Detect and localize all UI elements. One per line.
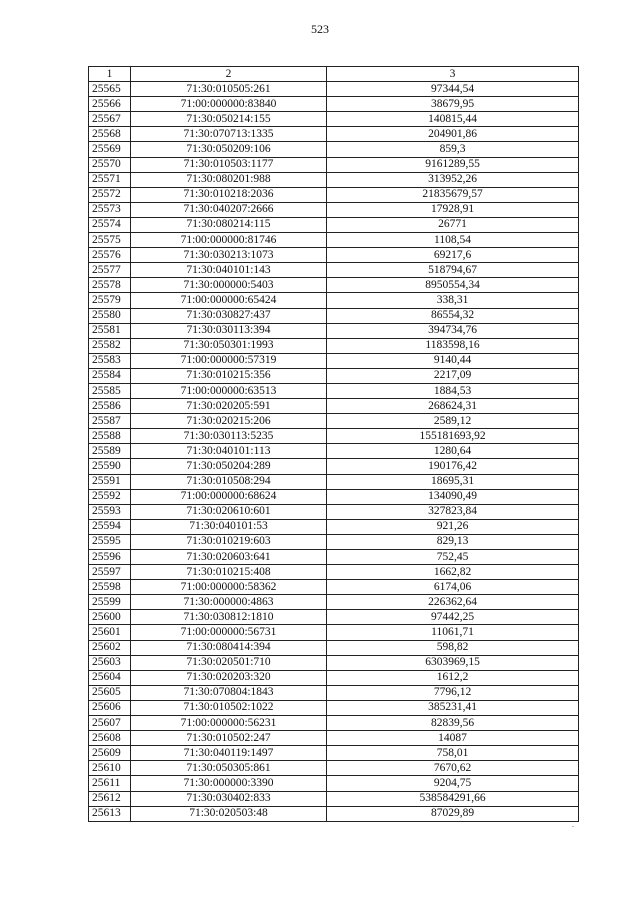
row-index-cell: 25592: [89, 489, 131, 504]
table-row: [89, 202, 579, 217]
cadastral-number-cell: 71:30:000000:3390: [131, 776, 327, 791]
row-index-cell: 25590: [89, 459, 131, 474]
value-cell: 1280,64: [327, 444, 579, 459]
value-cell: 1884,53: [327, 383, 579, 398]
table-row: [89, 338, 579, 353]
cadastral-number-cell: 71:30:030402:833: [131, 791, 327, 806]
table-row: [89, 685, 579, 700]
table-row: [89, 731, 579, 746]
cadastral-number-cell: 71:00:000000:81746: [131, 233, 327, 248]
row-index-cell: 25604: [89, 670, 131, 685]
value-cell: 26771: [327, 217, 579, 232]
row-index-cell: 25570: [89, 157, 131, 172]
table-row: [89, 308, 579, 323]
value-cell: 1108,54: [327, 233, 579, 248]
table-row: [89, 595, 579, 610]
value-cell: 18695,31: [327, 474, 579, 489]
row-index-cell: 25574: [89, 217, 131, 232]
table-row: [89, 459, 579, 474]
row-index-cell: 25583: [89, 353, 131, 368]
table-row: [89, 399, 579, 414]
row-index-cell: 25598: [89, 580, 131, 595]
value-cell: 1612,2: [327, 670, 579, 685]
cadastral-number-cell: 71:30:050305:861: [131, 761, 327, 776]
cadastral-number-cell: 71:30:010502:1022: [131, 700, 327, 715]
value-cell: 9161289,55: [327, 157, 579, 172]
cadastral-number-cell: 71:30:080214:115: [131, 217, 327, 232]
row-index-cell: 25572: [89, 187, 131, 202]
cadastral-number-cell: 71:30:000000:5403: [131, 278, 327, 293]
row-index-cell: 25612: [89, 791, 131, 806]
value-cell: 752,45: [327, 550, 579, 565]
table-row: [89, 248, 579, 263]
registry-table: [88, 66, 579, 822]
value-cell: 859,3: [327, 142, 579, 157]
value-cell: 140815,44: [327, 112, 579, 127]
cadastral-number-cell: 71:30:030812:1810: [131, 610, 327, 625]
table-row: [89, 474, 579, 489]
row-index-cell: 25587: [89, 414, 131, 429]
value-cell: 598,82: [327, 640, 579, 655]
cadastral-number-cell: 71:30:010219:603: [131, 534, 327, 549]
table-row: [89, 127, 579, 142]
table-row: [89, 217, 579, 232]
row-index-cell: 25597: [89, 565, 131, 580]
row-index-cell: 25580: [89, 308, 131, 323]
value-cell: 14087: [327, 731, 579, 746]
value-cell: 268624,31: [327, 399, 579, 414]
row-index-cell: 25603: [89, 655, 131, 670]
table-row: [89, 172, 579, 187]
row-index-cell: 25575: [89, 233, 131, 248]
column-header-value: 3: [327, 67, 579, 82]
table-row: [89, 791, 579, 806]
table-row: [89, 716, 579, 731]
table-row: [89, 353, 579, 368]
table-row: [89, 82, 579, 97]
value-cell: 86554,32: [327, 308, 579, 323]
cadastral-number-cell: 71:30:020203:320: [131, 670, 327, 685]
cadastral-number-cell: 71:30:000000:4863: [131, 595, 327, 610]
cadastral-number-cell: 71:00:000000:65424: [131, 293, 327, 308]
row-index-cell: 25586: [89, 399, 131, 414]
cadastral-number-cell: 71:30:070713:1335: [131, 127, 327, 142]
cadastral-number-cell: 71:30:030827:437: [131, 308, 327, 323]
table-row: [89, 746, 579, 761]
value-cell: 97442,25: [327, 610, 579, 625]
row-index-cell: 25602: [89, 640, 131, 655]
value-cell: 134090,49: [327, 489, 579, 504]
row-index-cell: 25601: [89, 625, 131, 640]
table-row: [89, 293, 579, 308]
table-row: [89, 368, 579, 383]
table-row: [89, 776, 579, 791]
value-cell: 11061,71: [327, 625, 579, 640]
row-index-cell: 25584: [89, 368, 131, 383]
cadastral-number-cell: 71:30:040101:53: [131, 519, 327, 534]
table-row: [89, 610, 579, 625]
value-cell: 1183598,16: [327, 338, 579, 353]
cadastral-number-cell: 71:30:020603:641: [131, 550, 327, 565]
row-index-cell: 25591: [89, 474, 131, 489]
cadastral-number-cell: 71:30:050209:106: [131, 142, 327, 157]
cadastral-number-cell: 71:00:000000:57319: [131, 353, 327, 368]
row-index-cell: 25605: [89, 685, 131, 700]
value-cell: 97344,54: [327, 82, 579, 97]
row-index-cell: 25609: [89, 746, 131, 761]
row-index-cell: 25613: [89, 806, 131, 821]
cadastral-number-cell: 71:30:020205:591: [131, 399, 327, 414]
row-index-cell: 25606: [89, 700, 131, 715]
row-index-cell: 25585: [89, 383, 131, 398]
table-row: [89, 323, 579, 338]
value-cell: 226362,64: [327, 595, 579, 610]
table-row: [89, 625, 579, 640]
cadastral-number-cell: 71:00:000000:56231: [131, 716, 327, 731]
table-row: [89, 550, 579, 565]
cadastral-number-cell: 71:30:030213:1073: [131, 248, 327, 263]
cadastral-number-cell: 71:30:030113:394: [131, 323, 327, 338]
table-row: [89, 489, 579, 504]
value-cell: 2217,09: [327, 368, 579, 383]
row-index-cell: 25576: [89, 248, 131, 263]
cadastral-number-cell: 71:30:010215:408: [131, 565, 327, 580]
cadastral-number-cell: 71:30:010502:247: [131, 731, 327, 746]
row-index-cell: 25577: [89, 263, 131, 278]
cadastral-number-cell: 71:30:070804:1843: [131, 685, 327, 700]
table-row: [89, 278, 579, 293]
value-cell: 21835679,57: [327, 187, 579, 202]
cadastral-number-cell: 71:30:030113:5235: [131, 429, 327, 444]
table-row: [89, 142, 579, 157]
table-row: [89, 97, 579, 112]
value-cell: 82839,56: [327, 716, 579, 731]
row-index-cell: 25589: [89, 444, 131, 459]
value-cell: 921,26: [327, 519, 579, 534]
value-cell: 758,01: [327, 746, 579, 761]
row-index-cell: 25566: [89, 97, 131, 112]
table-row: [89, 655, 579, 670]
value-cell: 8950554,34: [327, 278, 579, 293]
value-cell: 9204,75: [327, 776, 579, 791]
value-cell: 204901,86: [327, 127, 579, 142]
value-cell: 6174,06: [327, 580, 579, 595]
row-index-cell: 25567: [89, 112, 131, 127]
table-row: [89, 157, 579, 172]
value-cell: 6303969,15: [327, 655, 579, 670]
row-index-cell: 25596: [89, 550, 131, 565]
cadastral-number-cell: 71:30:010218:2036: [131, 187, 327, 202]
cadastral-number-cell: 71:30:010505:261: [131, 82, 327, 97]
row-index-cell: 25611: [89, 776, 131, 791]
table-row: [89, 806, 579, 821]
row-index-cell: 25578: [89, 278, 131, 293]
cadastral-number-cell: 71:00:000000:83840: [131, 97, 327, 112]
table-row: [89, 233, 579, 248]
cadastral-number-cell: 71:30:040101:113: [131, 444, 327, 459]
table-header: [89, 67, 579, 82]
row-index-cell: 25581: [89, 323, 131, 338]
row-index-cell: 25588: [89, 429, 131, 444]
row-index-cell: 25610: [89, 761, 131, 776]
cadastral-number-cell: 71:30:050214:155: [131, 112, 327, 127]
table-row: [89, 263, 579, 278]
table-row: [89, 761, 579, 776]
row-index-cell: 25607: [89, 716, 131, 731]
value-cell: 829,13: [327, 534, 579, 549]
value-cell: 394734,76: [327, 323, 579, 338]
value-cell: 338,31: [327, 293, 579, 308]
value-cell: 313952,26: [327, 172, 579, 187]
row-index-cell: 25608: [89, 731, 131, 746]
table-row: [89, 504, 579, 519]
page-number: 523: [311, 22, 329, 36]
row-index-cell: 25579: [89, 293, 131, 308]
table-row: [89, 414, 579, 429]
cadastral-number-cell: 71:30:080414:394: [131, 640, 327, 655]
table-row: [89, 534, 579, 549]
cadastral-number-cell: 71:00:000000:68624: [131, 489, 327, 504]
value-cell: 518794,67: [327, 263, 579, 278]
value-cell: 385231,41: [327, 700, 579, 715]
value-cell: 327823,84: [327, 504, 579, 519]
row-index-cell: 25569: [89, 142, 131, 157]
value-cell: 87029,89: [327, 806, 579, 821]
column-header-index: 1: [89, 67, 131, 82]
table-row: [89, 670, 579, 685]
row-index-cell: 25594: [89, 519, 131, 534]
cadastral-number-cell: 71:30:010215:356: [131, 368, 327, 383]
cadastral-number-cell: 71:30:050301:1993: [131, 338, 327, 353]
table-row: [89, 429, 579, 444]
row-index-cell: 25593: [89, 504, 131, 519]
cadastral-number-cell: 71:30:040101:143: [131, 263, 327, 278]
cadastral-number-cell: 71:30:080201:988: [131, 172, 327, 187]
column-header-cadastral-number: 2: [131, 67, 327, 82]
cadastral-number-cell: 71:30:020610:601: [131, 504, 327, 519]
table-row: [89, 519, 579, 534]
value-cell: 2589,12: [327, 414, 579, 429]
cadastral-number-cell: 71:30:050204:289: [131, 459, 327, 474]
table-row: [89, 383, 579, 398]
table-row: [89, 580, 579, 595]
table-row: [89, 187, 579, 202]
table-row: [89, 700, 579, 715]
row-index-cell: 25568: [89, 127, 131, 142]
cadastral-number-cell: 71:30:040207:2666: [131, 202, 327, 217]
value-cell: 538584291,66: [327, 791, 579, 806]
value-cell: 7670,62: [327, 761, 579, 776]
row-index-cell: 25595: [89, 534, 131, 549]
table-body: [89, 82, 579, 822]
value-cell: 155181693,92: [327, 429, 579, 444]
value-cell: 7796,12: [327, 685, 579, 700]
cadastral-number-cell: 71:30:040119:1497: [131, 746, 327, 761]
table-row: [89, 444, 579, 459]
cadastral-number-cell: 71:30:010508:294: [131, 474, 327, 489]
table-row: [89, 112, 579, 127]
table-row: [89, 640, 579, 655]
cadastral-number-cell: 71:00:000000:63513: [131, 383, 327, 398]
value-cell: 190176,42: [327, 459, 579, 474]
row-index-cell: 25571: [89, 172, 131, 187]
cadastral-number-cell: 71:00:000000:56731: [131, 625, 327, 640]
scan-speck: [572, 826, 574, 827]
cadastral-number-cell: 71:30:020503:48: [131, 806, 327, 821]
row-index-cell: 25600: [89, 610, 131, 625]
cadastral-number-cell: 71:00:000000:58362: [131, 580, 327, 595]
row-index-cell: 25573: [89, 202, 131, 217]
header-row: [89, 67, 579, 82]
value-cell: 38679,95: [327, 97, 579, 112]
value-cell: 1662,82: [327, 565, 579, 580]
value-cell: 9140,44: [327, 353, 579, 368]
table-row: [89, 565, 579, 580]
cadastral-number-cell: 71:30:020501:710: [131, 655, 327, 670]
row-index-cell: 25565: [89, 82, 131, 97]
row-index-cell: 25599: [89, 595, 131, 610]
cadastral-number-cell: 71:30:010503:1177: [131, 157, 327, 172]
value-cell: 69217,6: [327, 248, 579, 263]
value-cell: 17928,91: [327, 202, 579, 217]
cadastral-number-cell: 71:30:020215:206: [131, 414, 327, 429]
row-index-cell: 25582: [89, 338, 131, 353]
